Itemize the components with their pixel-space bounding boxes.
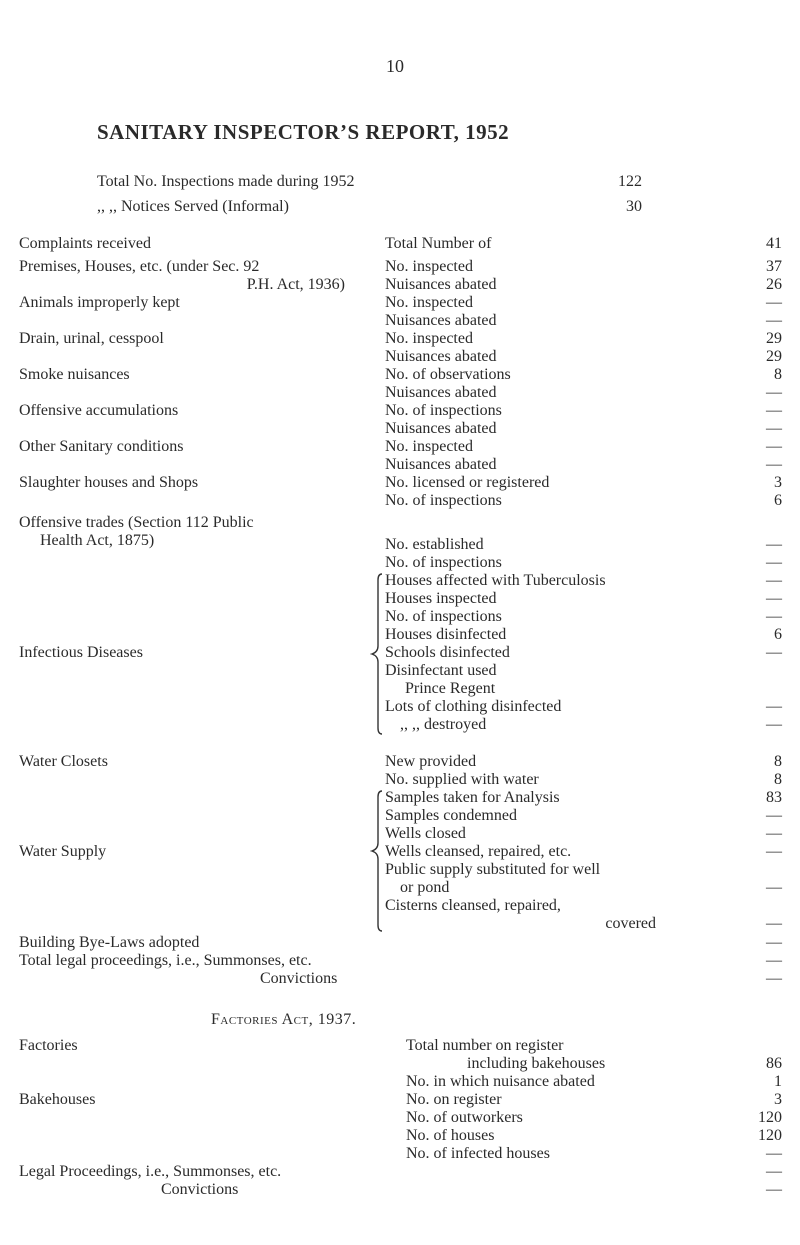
animals-abated-value: — xyxy=(766,312,782,329)
wc-new-provided: New provided xyxy=(385,753,477,770)
ws-row-2-value: — xyxy=(766,825,782,842)
factories-including-value: 86 xyxy=(766,1055,782,1072)
smoke-abated-value: — xyxy=(766,384,782,401)
infectious-row-8-value: — xyxy=(766,716,782,733)
ws-row-5-value: — xyxy=(766,879,782,896)
ws-row-1-value: — xyxy=(766,807,782,824)
premises-inspected: No. inspected xyxy=(385,258,473,275)
drain-abated-value: 29 xyxy=(766,348,782,365)
bakehouses-outworkers-value: 120 xyxy=(758,1109,782,1126)
offensive-acc-inspections: No. of inspections xyxy=(385,402,502,419)
complaints-value: 41 xyxy=(766,235,782,252)
ws-row-4: Public supply substituted for well xyxy=(385,861,601,878)
slaughter-inspections: No. of inspections xyxy=(385,492,502,509)
infectious-row-1: Houses inspected xyxy=(385,590,497,607)
other-sanitary-label: Other Sanitary conditions xyxy=(19,438,184,455)
inspections-value: 122 xyxy=(618,173,642,190)
infectious-row-3-value: 6 xyxy=(774,626,782,643)
animals-label: Animals improperly kept xyxy=(19,294,180,311)
infectious-row-4: Schools disinfected xyxy=(385,644,510,661)
bakehouses-infected: No. of infected houses xyxy=(406,1145,550,1162)
ws-row-2: Wells closed xyxy=(385,825,466,842)
other-sanitary-inspected: No. inspected xyxy=(385,438,473,455)
factories-heading: Factories Act, 1937. xyxy=(211,1011,357,1028)
wc-supplied-water: No. supplied with water xyxy=(385,771,539,788)
infectious-row-0-value: — xyxy=(766,572,782,589)
drain-label: Drain, urinal, cesspool xyxy=(19,330,164,347)
complaints-mid: Total Number of xyxy=(385,235,492,252)
other-sanitary-inspected-value: — xyxy=(766,438,782,455)
infectious-row-1-value: — xyxy=(766,590,782,607)
infectious-row-4-value: — xyxy=(766,644,782,661)
factories-including: including bakehouses xyxy=(467,1055,606,1072)
factories-nuisance-value: 1 xyxy=(774,1073,782,1090)
complaints-label: Complaints received xyxy=(19,235,151,252)
offensive-trades-label: Offensive trades (Section 112 Public xyxy=(19,514,254,531)
slaughter-inspections-value: 6 xyxy=(774,492,782,509)
premises-label: Premises, Houses, etc. (under Sec. 92 xyxy=(19,258,260,275)
animals-inspected-value: — xyxy=(766,294,782,311)
offensive-acc-abated-value: — xyxy=(766,420,782,437)
drain-abated: Nuisances abated xyxy=(385,348,497,365)
other-sanitary-abated: Nuisances abated xyxy=(385,456,497,473)
offensive-acc-abated: Nuisances abated xyxy=(385,420,497,437)
infectious-row-7-value: — xyxy=(766,698,782,715)
slaughter-licensed: No. licensed or registered xyxy=(385,474,550,491)
ws-row-0-value: 83 xyxy=(766,789,782,806)
infectious-row-8: ,, ,, destroyed xyxy=(400,716,487,733)
page-number: 10 xyxy=(386,56,404,76)
factories-label: Factories xyxy=(19,1037,78,1054)
offensive-acc-inspections-value: — xyxy=(766,402,782,419)
trades-established-value: — xyxy=(766,536,782,553)
ws-row-0: Samples taken for Analysis xyxy=(385,789,560,806)
infectious-row-2: No. of inspections xyxy=(385,608,502,625)
premises-inspected-value: 37 xyxy=(766,258,782,275)
notices-value: 30 xyxy=(626,198,642,215)
wc-new-provided-value: 8 xyxy=(774,753,782,770)
bakehouses-register-value: 3 xyxy=(774,1091,782,1108)
smoke-abated: Nuisances abated xyxy=(385,384,497,401)
slaughter-label: Slaughter houses and Shops xyxy=(19,474,199,491)
infectious-row-6: Prince Regent xyxy=(405,680,496,697)
bakehouses-houses-value: 120 xyxy=(758,1127,782,1144)
infectious-row-7: Lots of clothing disinfected xyxy=(385,698,562,715)
bakehouses-outworkers: No. of outworkers xyxy=(406,1109,523,1126)
page-title: SANITARY INSPECTOR’S REPORT, 1952 xyxy=(97,120,510,144)
building-value: — xyxy=(766,934,782,951)
infectious-brace xyxy=(370,572,386,736)
bakehouses-infected-value: — xyxy=(766,1145,782,1162)
trades-established: No. established xyxy=(385,536,484,553)
bakehouses-houses: No. of houses xyxy=(406,1127,495,1144)
water-closets-label: Water Closets xyxy=(19,753,108,770)
infectious-row-5: Disinfectant used xyxy=(385,662,497,679)
ws-row-3: Wells cleansed, repaired, etc. xyxy=(385,843,572,860)
ws-row-1: Samples condemned xyxy=(385,807,517,824)
legal-label: Total legal proceedings, i.e., Summonses, etc. xyxy=(19,952,312,969)
bakehouses-register: No. on register xyxy=(406,1091,502,1108)
ws-row-6: Cisterns cleansed, repaired, xyxy=(385,897,561,914)
bakehouses-label: Bakehouses xyxy=(19,1091,96,1108)
legal-value: — xyxy=(766,952,782,969)
ws-row-3-value: — xyxy=(766,843,782,860)
factory-legal-convictions-value: — xyxy=(766,1181,782,1198)
infectious-row-0: Houses affected with Tuberculosis xyxy=(385,572,606,589)
ws-row-5: or pond xyxy=(400,879,450,896)
premises-abated-value: 26 xyxy=(766,276,782,293)
factories-nuisance: No. in which nuisance abated xyxy=(406,1073,595,1090)
infectious-row-3: Houses disinfected xyxy=(385,626,507,643)
notices-label: ,, ,, Notices Served (Informal) xyxy=(97,198,289,215)
infectious-label: Infectious Diseases xyxy=(19,644,143,661)
smoke-observations-value: 8 xyxy=(774,366,782,383)
ws-row-7: covered xyxy=(605,915,656,932)
legal-convictions-value: — xyxy=(766,970,782,987)
factory-legal-convictions: Convictions xyxy=(161,1181,239,1198)
infectious-row-2-value: — xyxy=(766,608,782,625)
drain-inspected-value: 29 xyxy=(766,330,782,347)
offensive-trades-label-2: Health Act, 1875) xyxy=(40,532,155,549)
animals-abated: Nuisances abated xyxy=(385,312,497,329)
wc-supplied-water-value: 8 xyxy=(774,771,782,788)
trades-inspections-value: — xyxy=(766,554,782,571)
smoke-label: Smoke nuisances xyxy=(19,366,130,383)
factory-legal-label: Legal Proceedings, i.e., Summonses, etc. xyxy=(19,1163,282,1180)
factory-legal-value: — xyxy=(766,1163,782,1180)
inspections-label: Total No. Inspections made during 1952 xyxy=(97,173,355,190)
offensive-acc-label: Offensive accumulations xyxy=(19,402,179,419)
building-label: Building Bye-Laws adopted xyxy=(19,934,200,951)
premises-abated: Nuisances abated xyxy=(385,276,497,293)
drain-inspected: No. inspected xyxy=(385,330,473,347)
ws-row-7-value: — xyxy=(766,915,782,932)
animals-inspected: No. inspected xyxy=(385,294,473,311)
slaughter-licensed-value: 3 xyxy=(774,474,782,491)
other-sanitary-abated-value: — xyxy=(766,456,782,473)
water-supply-brace xyxy=(370,789,386,935)
legal-convictions: Convictions xyxy=(260,970,338,987)
smoke-observations: No. of observations xyxy=(385,366,511,383)
water-supply-label: Water Supply xyxy=(19,843,107,860)
premises-label-2: P.H. Act, 1936) xyxy=(246,276,345,293)
factories-total: Total number on register xyxy=(406,1037,564,1054)
trades-inspections: No. of inspections xyxy=(385,554,502,571)
